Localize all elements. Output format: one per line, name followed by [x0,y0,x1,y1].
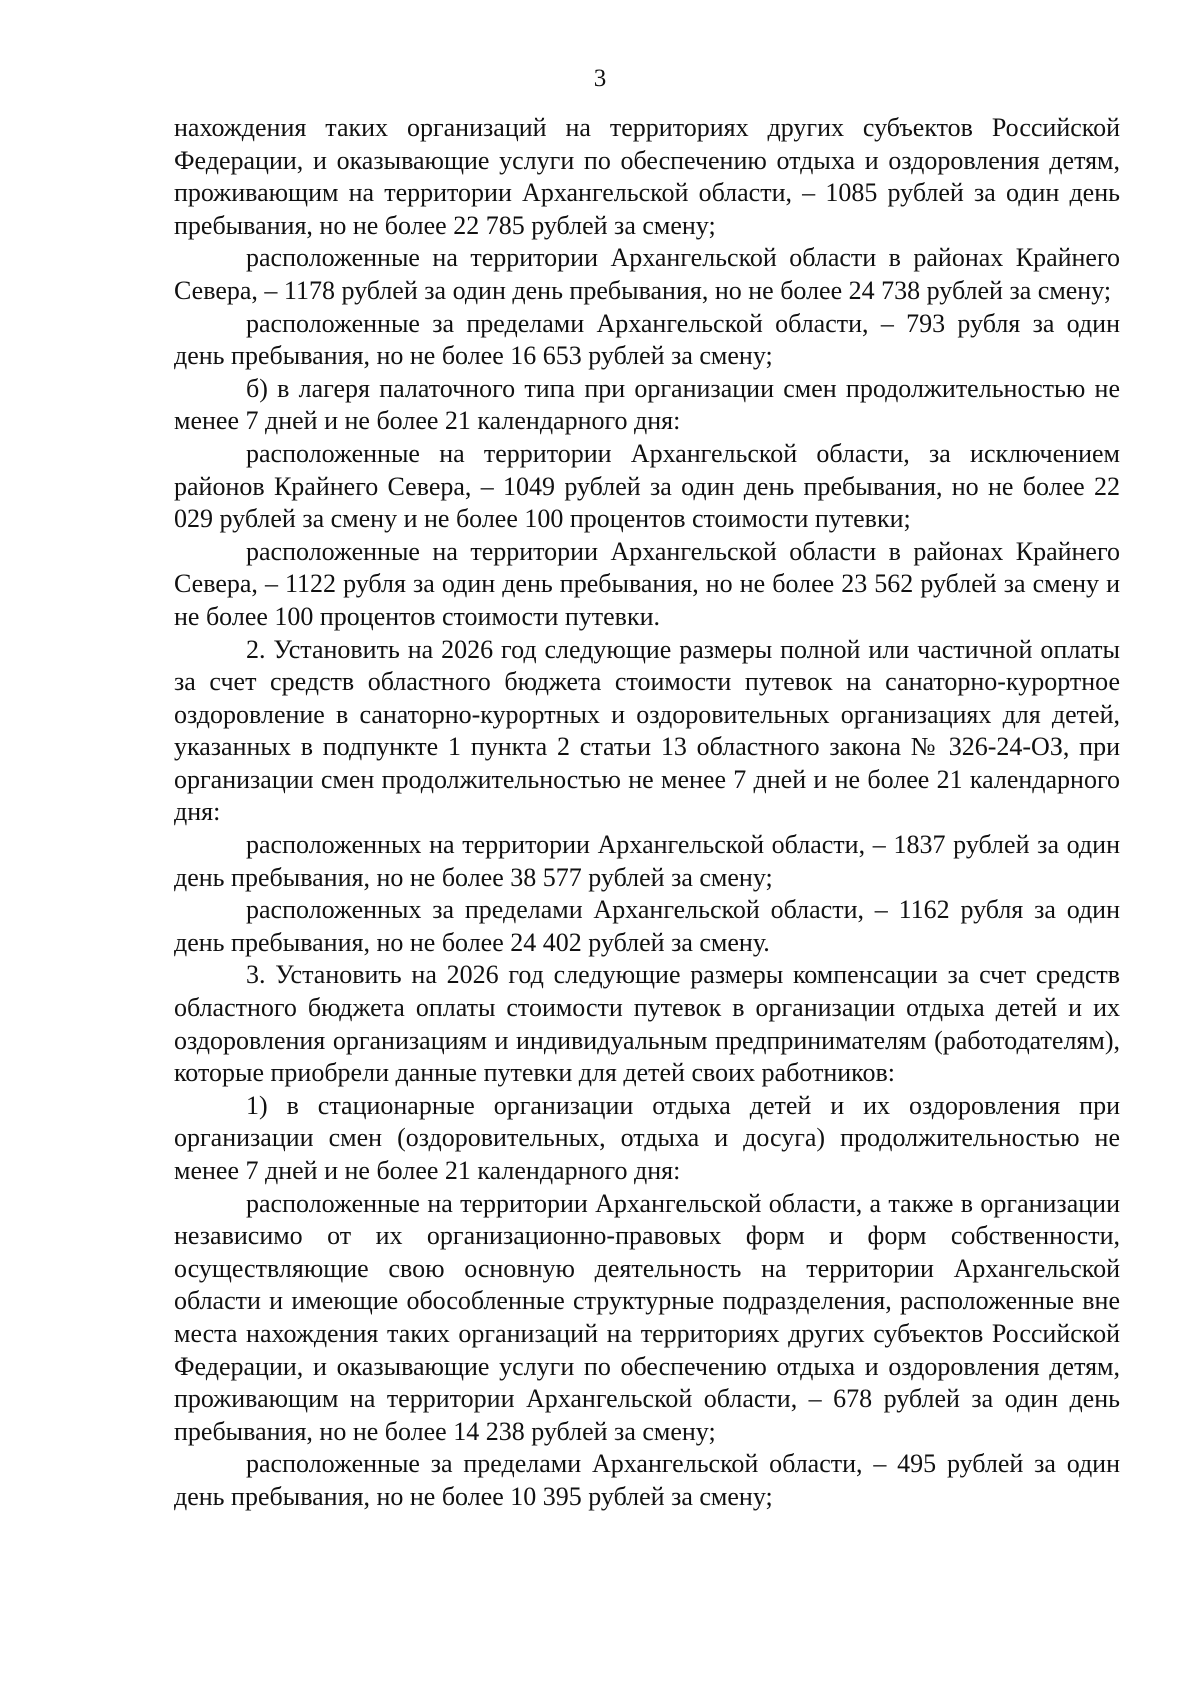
paragraph: расположенные на территории Архангельской области, за исключением районов Крайнего Севера, – 1049 рублей за один день пребывания, но не более 22 029 рублей за смену и не более 100 процентов стоимости путевки; [174,438,1120,534]
page-number: 3 [593,65,607,92]
paragraph: расположенные на территории Архангельской области в районах Крайнего Севера, – 1122 рубля за один день пребывания, но не более 23 562 рублей за смену и не более 100 процентов стоимости путевки. [174,536,1120,631]
paragraph: расположенных на территории Архангельской области, – 1837 рублей за один день пребывания, но не более 38 577 рублей за смену; [174,830,1120,892]
paragraph: расположенные за пределами Архангельской области, – 793 рубля за один день пребывания, но не более 16 653 рублей за смену; [174,308,1120,371]
paragraph: б) в лагеря палаточного типа при организации смен продолжительностью не менее 7 дней и не более 21 календарного дня: [174,373,1120,436]
paragraph-section-2: 2. Установить на 2026 год следующие размеры полной или частичной оплаты за счет средств областного бюджета стоимости путевок на санаторно-курортное оздоровление в санаторно-курортных и оздоровительных организациях для детей, указанных в подпункте 1 пункта 2 статьи 13 областного закона № 326-24-ОЗ, при организации смен продолжительностью не менее 7 дней и не более 21 календарного дня: [174,634,1120,827]
paragraph-continuation: нахождения таких организаций на территориях других субъектов Российской Федерации, и оказывающие услуги по обеспечению отдыха и оздоровления детям, проживающим на территории Архангельской области, – 1085 рублей за один день пребывания, но не более 22 785 рублей за смену; [174,113,1120,240]
paragraph-section-3: 3. Установить на 2026 год следующие размеры компенсации за счет средств областного бюджета оплаты стоимости путевок в организации отдыха детей и их оздоровления организациям и индивидуальным предпринимателям (работодателям), которые приобрели данные путевки для детей своих работников: [174,960,1120,1088]
paragraph: расположенные за пределами Архангельской области, – 495 рублей за один день пребывания, но не более 10 395 рублей за смену; [174,1449,1120,1511]
paragraph: расположенные на территории Архангельской области, а также в организации независимо от их организационно-правовых форм и форм собственности, осуществляющие свою основную деятельность на территории Архангельской области и имеющие обособленные структурные подразделения, расположенные вне места нахождения таких организаций на территориях других субъектов Российской Федерации, и оказывающие услуги по обеспечению отдыха и оздоровления детям, проживающим на территории Архангельской области, – 678 рублей за один день пребывания, но не более 14 238 рублей за смену; [174,1188,1120,1446]
paragraph: расположенных за пределами Архангельской области, – 1162 рубля за один день пребывания, но не более 24 402 рублей за смену. [174,895,1120,957]
paragraph: расположенные на территории Архангельской области в районах Крайнего Севера, – 1178 рублей за один день пребывания, но не более 24 738 рублей за смену; [174,243,1120,305]
document-body [174,112,1120,1514]
paragraph-subsection-1: 1) в стационарные организации отдыха детей и их оздоровления при организации смен (оздоровительных, отдыха и досуга) продолжительностью не менее 7 дней и не более 21 календарного дня: [174,1090,1120,1185]
